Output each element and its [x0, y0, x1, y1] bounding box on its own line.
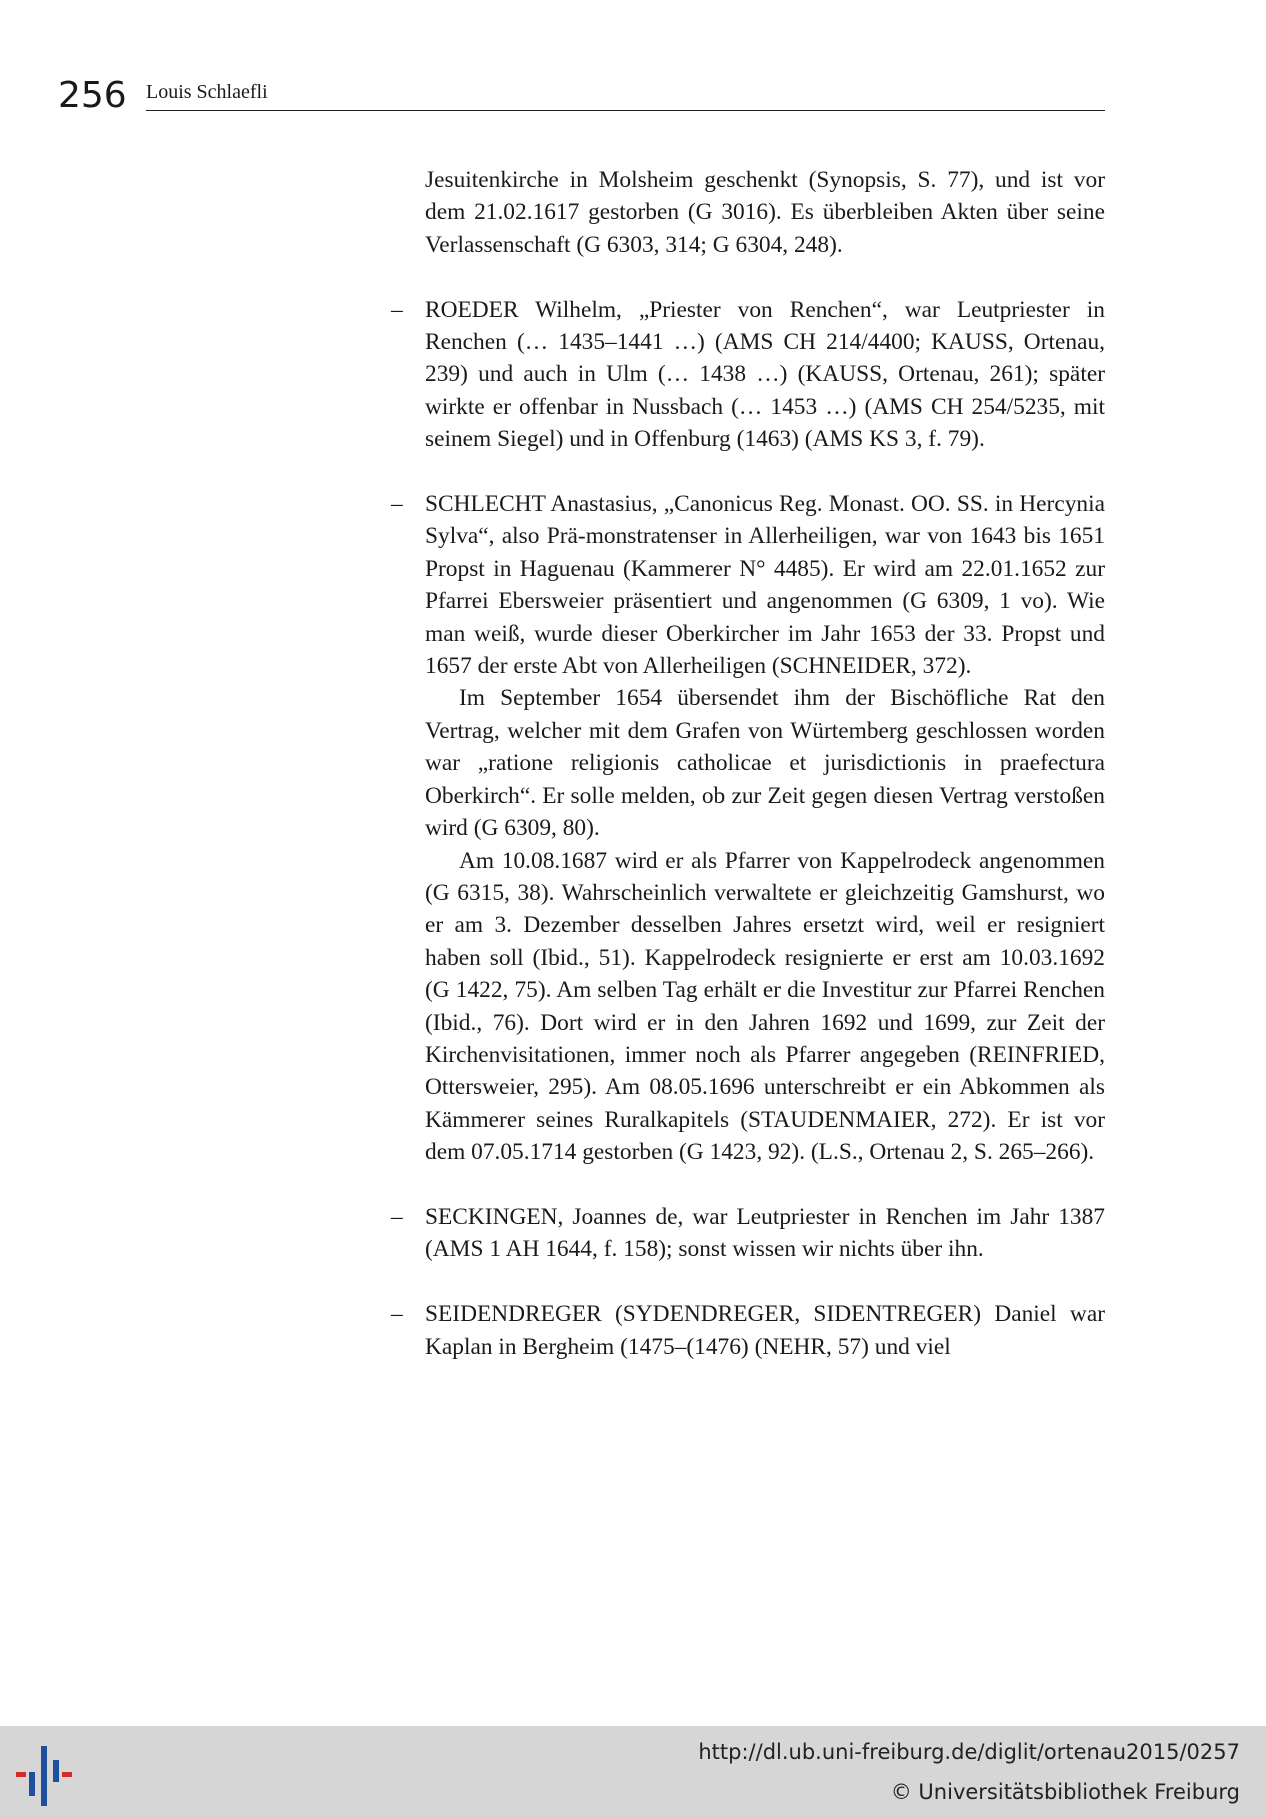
entry-roeder: [391, 294, 1105, 456]
entry-dash: –: [391, 296, 403, 323]
entry-text: SCHLECHT Anastasius, „Canonicus Reg. Monast. OO. SS. in Hercynia Sylva“, also Prä-monstratenser in Allerheiligen, war von 1643 bis 1651 Propst in Haguenau (Kammerer N° 4485). Er wird am 22.01.1652 zur Pfarrei Ebersweier präsentiert und angenommen (G 6309, 1 vo). Wie man weiß, wurde dieser Oberkircher im Jahr 1653 der 33. Propst und 1657 der erste Abt von Allerheiligen (SCHNEIDER, 372).: [425, 491, 1105, 680]
entry-dash: –: [391, 491, 403, 518]
entry-seckingen: [391, 1201, 1105, 1266]
library-logo-icon: [16, 1746, 80, 1806]
entry-dash: –: [391, 1301, 403, 1328]
page-number: 256: [58, 75, 127, 116]
footer-bar: [0, 1726, 1266, 1817]
entry-text: SECKINGEN, Joannes de, war Leutpriester in Renchen im Jahr 1387 (AMS 1 AH 1644, f. 158); sonst wissen wir nichts über ihn.: [425, 1203, 1105, 1263]
entry-text: SEIDENDREGER (SYDENDREGER, SIDENTREGER) Daniel war Kaplan in Bergheim (1475–(1476) (NEHR, 57) und viel: [425, 1301, 1105, 1360]
running-head: Louis Schlaefli: [146, 81, 268, 103]
continuation-paragraph: Jesuitenkirche in Molsheim geschenkt (Synopsis, S. 77), und ist vor dem 21.02.1617 gestorben (G 3016). Es überbleiben Akten über seine Verlassenschaft (G 6303, 314; G 6304, 248).: [425, 167, 1105, 258]
copyright-notice: © Universitätsbibliothek Freiburg: [890, 1780, 1240, 1804]
body-text: [391, 164, 1105, 1363]
entry-paragraph: Am 10.08.1687 wird er als Pfarrer von Kappelrodeck angenommen (G 6315, 38). Wahrscheinlich verwaltete er gleichzeitig Gamshurst, wo er am 3. Dezember desselben Jahres ersetzt wird, weil er resigniert haben soll (Ibid., 51). Kappelrodeck resignierte er erst am 10.03.1692 (G 1422, 75). Am selben Tag erhält er die Investitur zur Pfarrei Renchen (Ibid., 76). Dort wird er in den Jahren 1692 und 1699, zur Zeit der Kirchenvisitationen, immer noch als Pfarrer angegeben (REINFRIED, Ottersweier, 295). Am 08.05.1696 unterschreibt er ein Abkommen als Kämmerer seines Ruralkapitels (STAUDENMAIER, 272). Er ist vor dem 07.05.1714 gestorben (G 1423, 92). (L.S., Ortenau 2, S. 265–266).: [425, 847, 1105, 1166]
entry-seidendreger: [391, 1298, 1105, 1363]
entry-text: ROEDER Wilhelm, „Priester von Renchen“, war Leutpriester in Renchen (… 1435–1441 …) (AMS CH 214/4400; KAUSS, Ortenau, 239) und auch in Ulm (… 1438 …) (KAUSS, Ortenau, 261); später wirkte er offenbar in Nussbach (… 1453 …) (AMS CH 254/5235, mit seinem Siegel) und in Offenburg (1463) (AMS KS 3, f. 79).: [425, 296, 1105, 453]
entry-schlecht: [391, 488, 1105, 1169]
page-header: [58, 74, 1105, 114]
source-url[interactable]: http://dl.ub.uni-freiburg.de/diglit/ortenau2015/0257: [698, 1740, 1240, 1764]
entry-dash: –: [391, 1203, 403, 1230]
header-rule: [146, 110, 1105, 111]
entry-paragraph: Im September 1654 übersendet ihm der Bischöfliche Rat den Vertrag, welcher mit dem Grafen von Würtemberg geschlossen worden war „ratione religionis catholicae et jurisdictionis in praefectura Oberkirch“. Er solle melden, ob zur Zeit gegen diesen Vertrag verstoßen wird (G 6309, 80).: [425, 685, 1105, 842]
